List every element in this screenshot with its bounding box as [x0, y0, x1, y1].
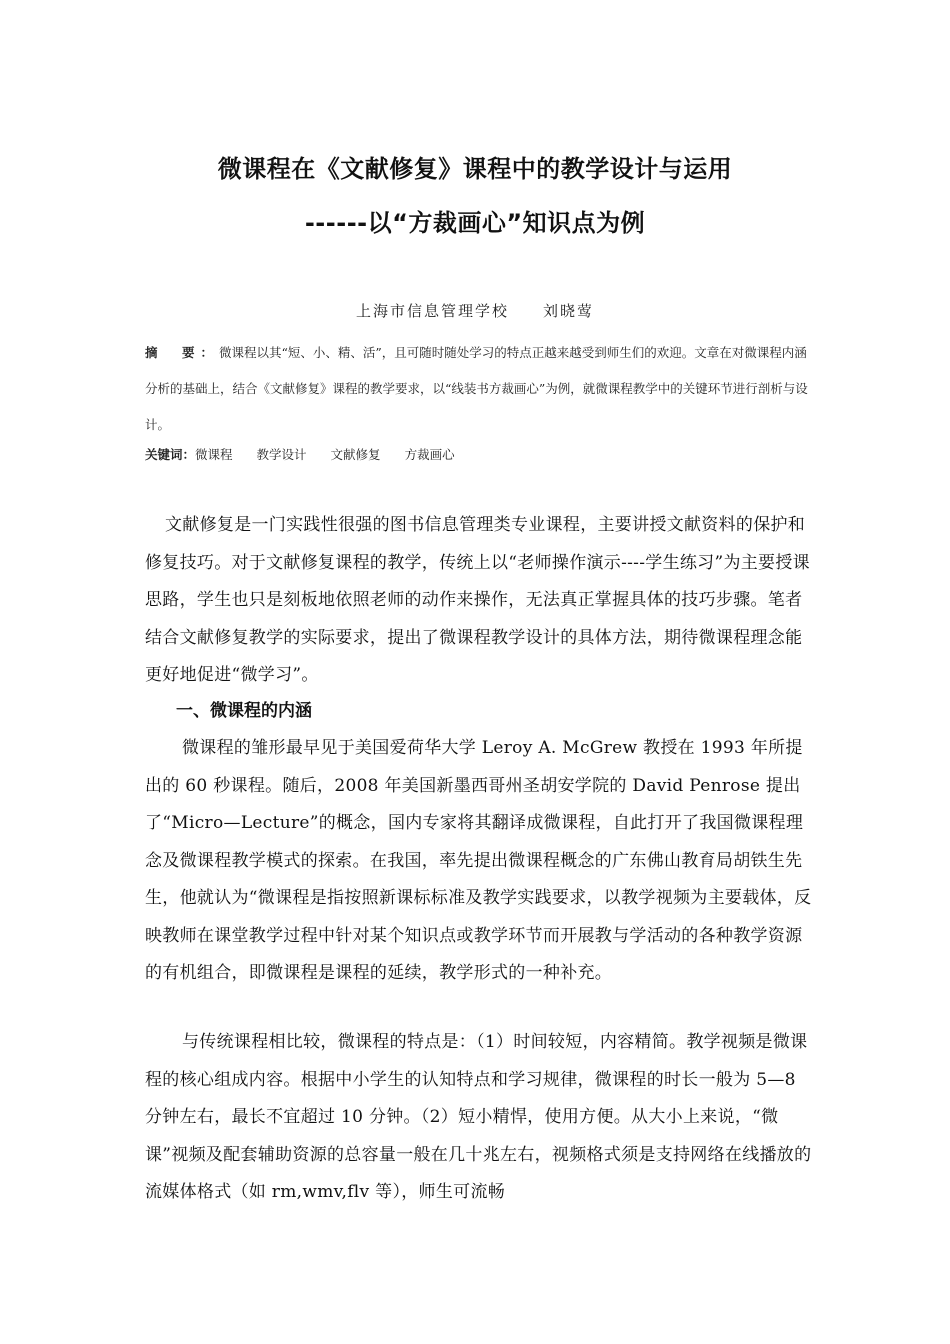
- author-school: 上海市信息管理学校: [355, 302, 509, 320]
- keyword-item: 微课程: [195, 447, 233, 462]
- document-title: 微课程在《文献修复》课程中的教学设计与运用: [217, 155, 733, 183]
- author-name: 刘晓莺: [543, 302, 595, 320]
- abstract-label: 摘 要：: [145, 345, 220, 360]
- intro-paragraph: 文献修复是一门实践性很强的图书信息管理类专业课程，主要讲授文献资料的保护和修复技巧。对于文献修复课程的教学，传统上以“老师操作演示----学生练习”为主要授课思路，学生也只是刻板地依照老师的动作来操作，无法真正掌握具体的技巧步骤。笔者结合文献修复教学的实际要求，提出了微课程教学设计的具体方法，期待微课程理念能更好地促进“微学习”。: [145, 515, 810, 685]
- keywords: [145, 443, 810, 467]
- keyword-item: 教学设计: [256, 447, 307, 462]
- section1-paragraph-2: 与传统课程相比较，微课程的特点是：（1）时间较短，内容精简。教学视频是微课程的核心组成内容。根据中小学生的认知特点和学习规律，微课程的时长一般为 5—8 分钟左右，最长不宜超过 10 分钟。（2）短小精悍，使用方便。从大小上来说，“微课”视频及配套辅助资源的总容量一般在几十兆左右，视频格式须是支持网络在线播放的流媒体格式（如 rm,wmv,flv 等），师生可流畅: [145, 1032, 812, 1202]
- abstract-text: 微课程以其“短、小、精、活”，且可随时随处学习的特点正越来越受到师生们的欢迎。文章在对微课程内涵分析的基础上，结合《文献修复》课程的教学要求，以“线装书方裁画心”为例，就微课程教学中的关键环节进行剖析与设计。: [145, 345, 808, 432]
- keyword-item: 方裁画心: [404, 447, 455, 462]
- abstract: [145, 335, 810, 443]
- author-line: [0, 300, 950, 322]
- keyword-item: 文献修复: [330, 447, 381, 462]
- section1-paragraph-1: 微课程的雏形最早见于美国爱荷华大学 Leroy A. McGrew 教授在 1993 年所提出的 60 秒课程。随后，2008 年美国新墨西哥州圣胡安学院的 David Penrose 提出了“Micro—Lecture”的概念，国内专家将其翻译成微课程，自此打开了我国微课程理念及微课程教学模式的探索。在我国，率先提出微课程概念的广东佛山教育局胡铁生先生，他就认为“微课程是指按照新课标标准及教学实践要求，以教学视频为主要载体，反映教师在课堂教学过程中针对某个知识点或教学环节而开展教与学活动的各种教学资源的有机组合，即微课程是课程的延续，教学形式的一种补充。: [145, 738, 812, 983]
- section-heading: 一、微课程的内涵: [176, 701, 312, 721]
- keywords-label: 关键词：: [145, 447, 196, 462]
- document-subtitle: ------以“方裁画心”知识点为例: [304, 209, 646, 237]
